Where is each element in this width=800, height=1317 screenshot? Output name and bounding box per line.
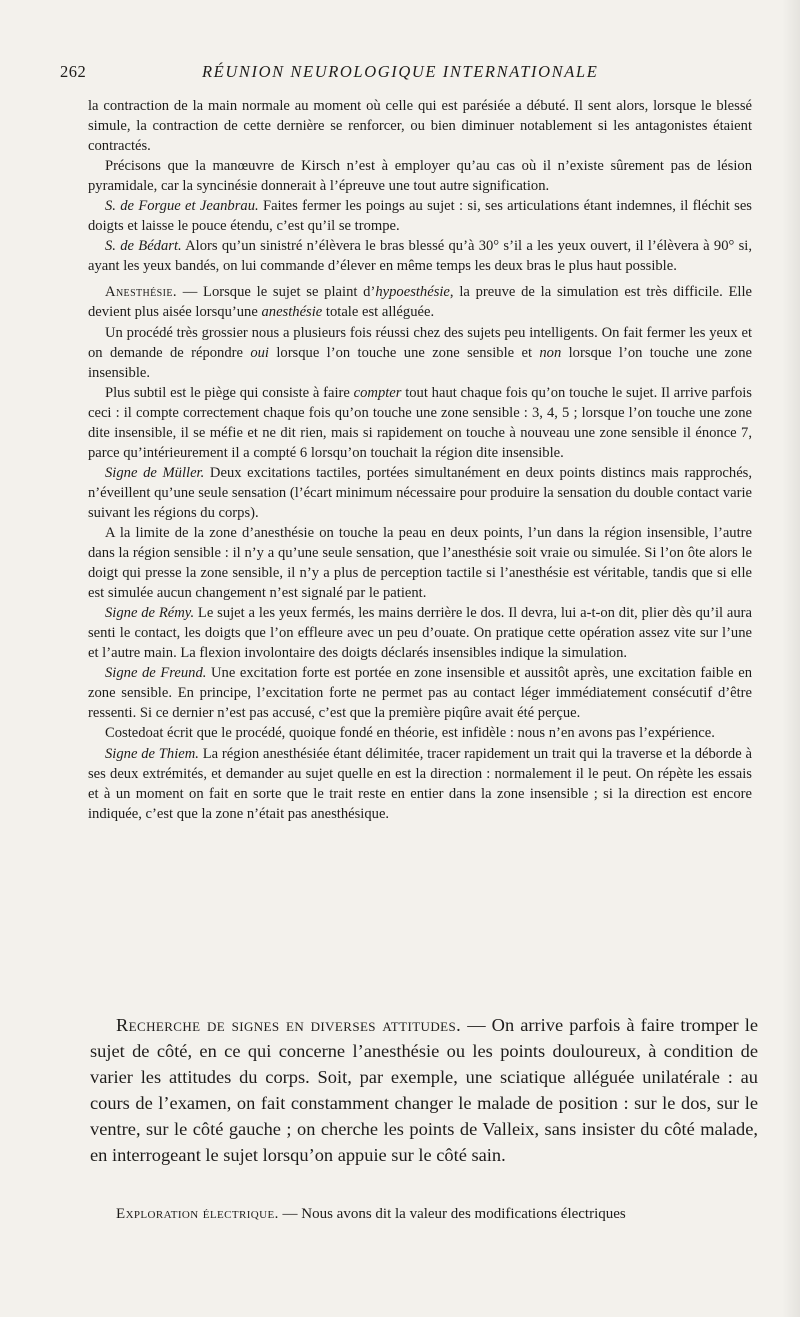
sign-label-remy: Signe de Rémy. (105, 605, 195, 622)
paragraph-freund (88, 663, 752, 723)
paragraph-forgue-jeanbrau (88, 196, 752, 236)
heading-exploration-electrique: Exploration électrique. (116, 1206, 279, 1222)
paragraph-6-text-b: lorsque l’on touche une zone sensible et (268, 344, 540, 361)
paragraph-5-text-b: , la preuve de la simulation est très difficile. Elle devient plus aisée lorsqu’une (88, 284, 752, 321)
page-number: 262 (60, 62, 87, 81)
paragraph-5-text-a: — Lorsque le sujet se plaint d’ (176, 284, 376, 301)
term-anesthesie: anesthésie (261, 304, 323, 321)
body-text (88, 96, 752, 824)
section-attitudes-text: — On arrive parfois à faire tromper le sujet de côté, en ce qui concerne l’anesthésie ou les points douloureux, à condition de varier les attitudes du corps. Soit, par exemple, une sciatique alléguée unilatérale : au cours de l’examen, on fait constamment changer le malade de position : sur le dos, sur le ventre, sur le côté gauche ; on cherche les points de Valleix, sans insister du côté malade, en interrogeant le sujet lorsqu’on appuie sur le côté sain. (90, 1015, 759, 1165)
paragraph-6-text-c: lorsque l’on touche une zone insensible. (88, 344, 753, 381)
term-hypoesthesie: hypoesthésie (375, 284, 450, 301)
paragraph-6-text-a: Un procédé très grossier nous a plusieurs fois réussi chez des sujets peu intelligents. On fait fermer les yeux et on demande de répondre (88, 324, 752, 361)
heading-anesthesie: Anesthésie. (105, 284, 177, 301)
section-exploration-paragraph (90, 1204, 758, 1224)
section-exploration (90, 1204, 758, 1224)
sign-label-muller: Signe de Müller. (105, 464, 205, 481)
section-attitudes (90, 1012, 758, 1168)
paragraph-13-text: La région anesthésiée étant délimitée, tracer rapidement un trait qui la traverse et la déborde à ses deux extrémités, et demander au sujet quelle en est la direction : normalement il le peut. On répète les essais et à un moment on fait en sorte que le trait reste en entier dans la zone insensible ; si la direction est encore indiquée, c’est que la zone n’était pas anesthésique. (88, 745, 752, 822)
paragraph-9 (88, 523, 752, 603)
page-edge-shadow (782, 0, 800, 1317)
paragraph-1 (88, 96, 752, 156)
paragraph-9-text: A la limite de la zone d’anesthésie on touche la peau en deux points, l’un dans la région insensible, l’autre dans la région sensible : il n’y a qu’une seule sensation, que l’anesthésie soit vraie ou simulée. Si l’on ôte alors le doigt qui presse la zone sensible, il n’y a plus de perception tactile si l’anesthésie est véritable, tandis que si elle est simulée aucun changement n’est signalé par le patient. (88, 524, 752, 602)
term-non: non (539, 344, 562, 361)
term-compter: compter (353, 384, 402, 401)
paragraph-4-text: Alors qu’un sinistré n’élèvera le bras blessé qu’à 30° s’il a les yeux ouvert, il l’élèvera à 90° si, ayant les yeux bandés, on lui commande d’élever en même temps les deux bras le plus haut possible. (88, 238, 752, 275)
paragraph-8-text: Deux excitations tactiles, portées simultanément en deux points distincs mais rapprochés, n’éveillent qu’une seule sensation (l’écart minimum nécessaire pour produire la sensation du double contact varie suivant les régions du corps). (88, 464, 752, 521)
paragraph-7-text-a: Plus subtil est le piège qui consiste à faire (105, 384, 354, 401)
paragraph-7 (88, 383, 752, 463)
paragraph-costedoat (88, 723, 752, 743)
heading-recherche-attitudes: Recherche de signes en diverses attitudes. (116, 1015, 462, 1035)
sign-label-bedart: S. de Bédart. (105, 238, 182, 255)
paragraph-10-text: Le sujet a les yeux fermés, les mains derrière le dos. Il devra, lui a-t-on dit, plier dès qu’il aura senti le contact, les doigts que l’on effleure avec un peu d’ouate. On pratique cette opération assez vite sur l’une et l’autre main. La flexion involontaire des doigts déclarés insensibles indique la simulation. (88, 605, 753, 662)
section-exploration-text: — Nous avons dit la valeur des modifications électriques (278, 1206, 626, 1222)
sign-label-forgue: S. de Forgue et Jeanbrau. (105, 198, 259, 215)
sign-label-thiem: Signe de Thiem. (105, 745, 199, 762)
paragraph-anesthesie (88, 282, 752, 322)
paragraph-thiem (88, 744, 752, 824)
paragraph-6 (88, 323, 752, 383)
paragraph-5-text-c: totale est alléguée. (322, 304, 435, 321)
paragraph-7-text-b: tout haut chaque fois qu’on touche le sujet. Il arrive parfois ceci : il compte correctement chaque fois qu’on touche une zone sensible : 3, 4, 5 ; lorsque l’on touche une zone dite insensible, il se méfie et ne dit rien, mais si rapidement on touche à nouveau une zone sensible il énonce 7, parce qu’intérieurement il a compté 6 lorsqu’on touchait la région dite insensible. (88, 384, 752, 461)
section-attitudes-paragraph (90, 1012, 758, 1168)
paragraph-2 (88, 156, 752, 196)
sign-label-freund: Signe de Freund. (105, 665, 207, 682)
paragraph-2-text: Précisons que la manœuvre de Kirsch n’est à employer qu’au cas où il n’existe sûrement pas de lésion pyramidale, car la syncinésie donnerait à l’épreuve une tout autre signification. (88, 158, 752, 195)
paragraph-12-text: Costedoat écrit que le procédé, quoique fondé en théorie, est infidèle : nous n’en avons pas l’expérience. (105, 725, 715, 742)
paragraph-11-text: Une excitation forte est portée en zone insensible et aussitôt après, une excitation faible en zone sensible. En principe, l’excitation forte ne permet pas au contact léger immédiatement consécutif d’être ressenti. Si ce dernier n’est pas accusé, c’est que la première piqûre avait été perçue. (88, 665, 752, 722)
term-oui: oui (250, 344, 269, 361)
paragraph-muller (88, 463, 752, 523)
paragraph-1-text: la contraction de la main normale au moment où celle qui est parésiée a débuté. Il sent alors, lorsque le blessé simule, la contraction de cette dernière se renforcer, ou bien diminuer notablement si les antagonistes étaient contractés. (88, 98, 752, 155)
paragraph-bedart (88, 236, 752, 276)
running-title: RÉUNION NEUROLOGIQUE INTERNATIONALE (202, 62, 599, 81)
paragraph-remy (88, 603, 752, 663)
paragraph-3-text: Faites fermer les poings au sujet : si, ses articulations étant indemnes, il fléchit ses doigts et laisse le pouce étendu, c’est qu’il se trompe. (88, 198, 752, 235)
